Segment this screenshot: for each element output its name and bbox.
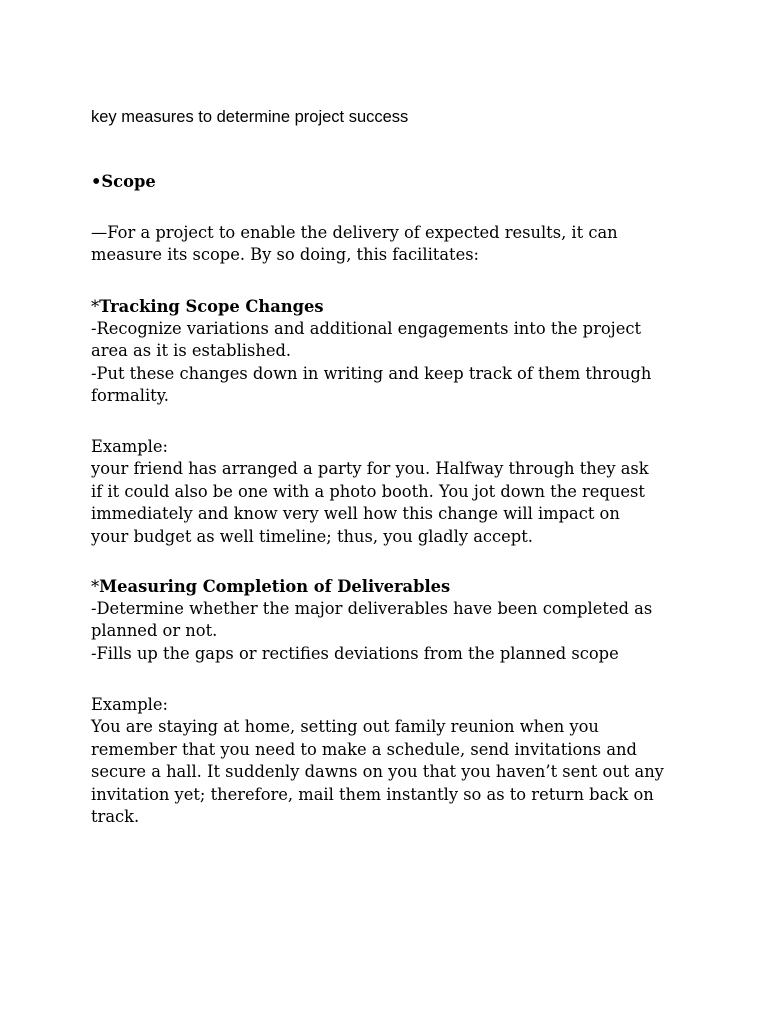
example-label: Example: (91, 437, 168, 456)
section-heading-scope (91, 171, 156, 193)
section-bullet: • (91, 172, 102, 191)
tracking-points-text: -Recognize variations and additional engagements into the project area as it is established. -Put these changes down in writing and keep track of them through formality. (91, 319, 652, 406)
deliverables-example (91, 694, 691, 828)
subsection-heading-tracking (91, 296, 324, 318)
example-text: your friend has arranged a party for you. Halfway through they ask if it could also be one with a photo booth. You jot down the request immediately and know very well how this change will impact on your budget as well timeline; thus, you gladly accept. (91, 459, 649, 546)
subsection-heading-text: Measuring Completion of Deliverables (99, 577, 451, 596)
deliverables-points (91, 598, 691, 665)
tracking-points (91, 318, 691, 408)
subsection-prefix: * (91, 577, 100, 596)
document-title: key measures to determine project success (91, 108, 409, 126)
example-label: Example: (91, 695, 168, 714)
subsection-heading-text: Tracking Scope Changes (99, 297, 324, 316)
tracking-example (91, 436, 691, 548)
intro-paragraph (91, 222, 691, 267)
deliverables-points-text: -Determine whether the major deliverables have been completed as planned or not. -Fills up the gaps or rectifies deviations from the planned scope (91, 599, 653, 663)
intro-text: —For a project to enable the delivery of expected results, it can measure its scope. By so doing, this facilitates: (91, 223, 618, 265)
section-heading-text: Scope (101, 172, 156, 191)
example-text: You are staying at home, setting out family reunion when you remember that you need to make a schedule, send invitations and secure a hall. It suddenly dawns on you that you haven’t sent out any invitation yet; therefore, mail them instantly so as to return back on track. (91, 717, 664, 827)
subsection-prefix: * (91, 297, 100, 316)
subsection-heading-deliverables (91, 576, 450, 598)
